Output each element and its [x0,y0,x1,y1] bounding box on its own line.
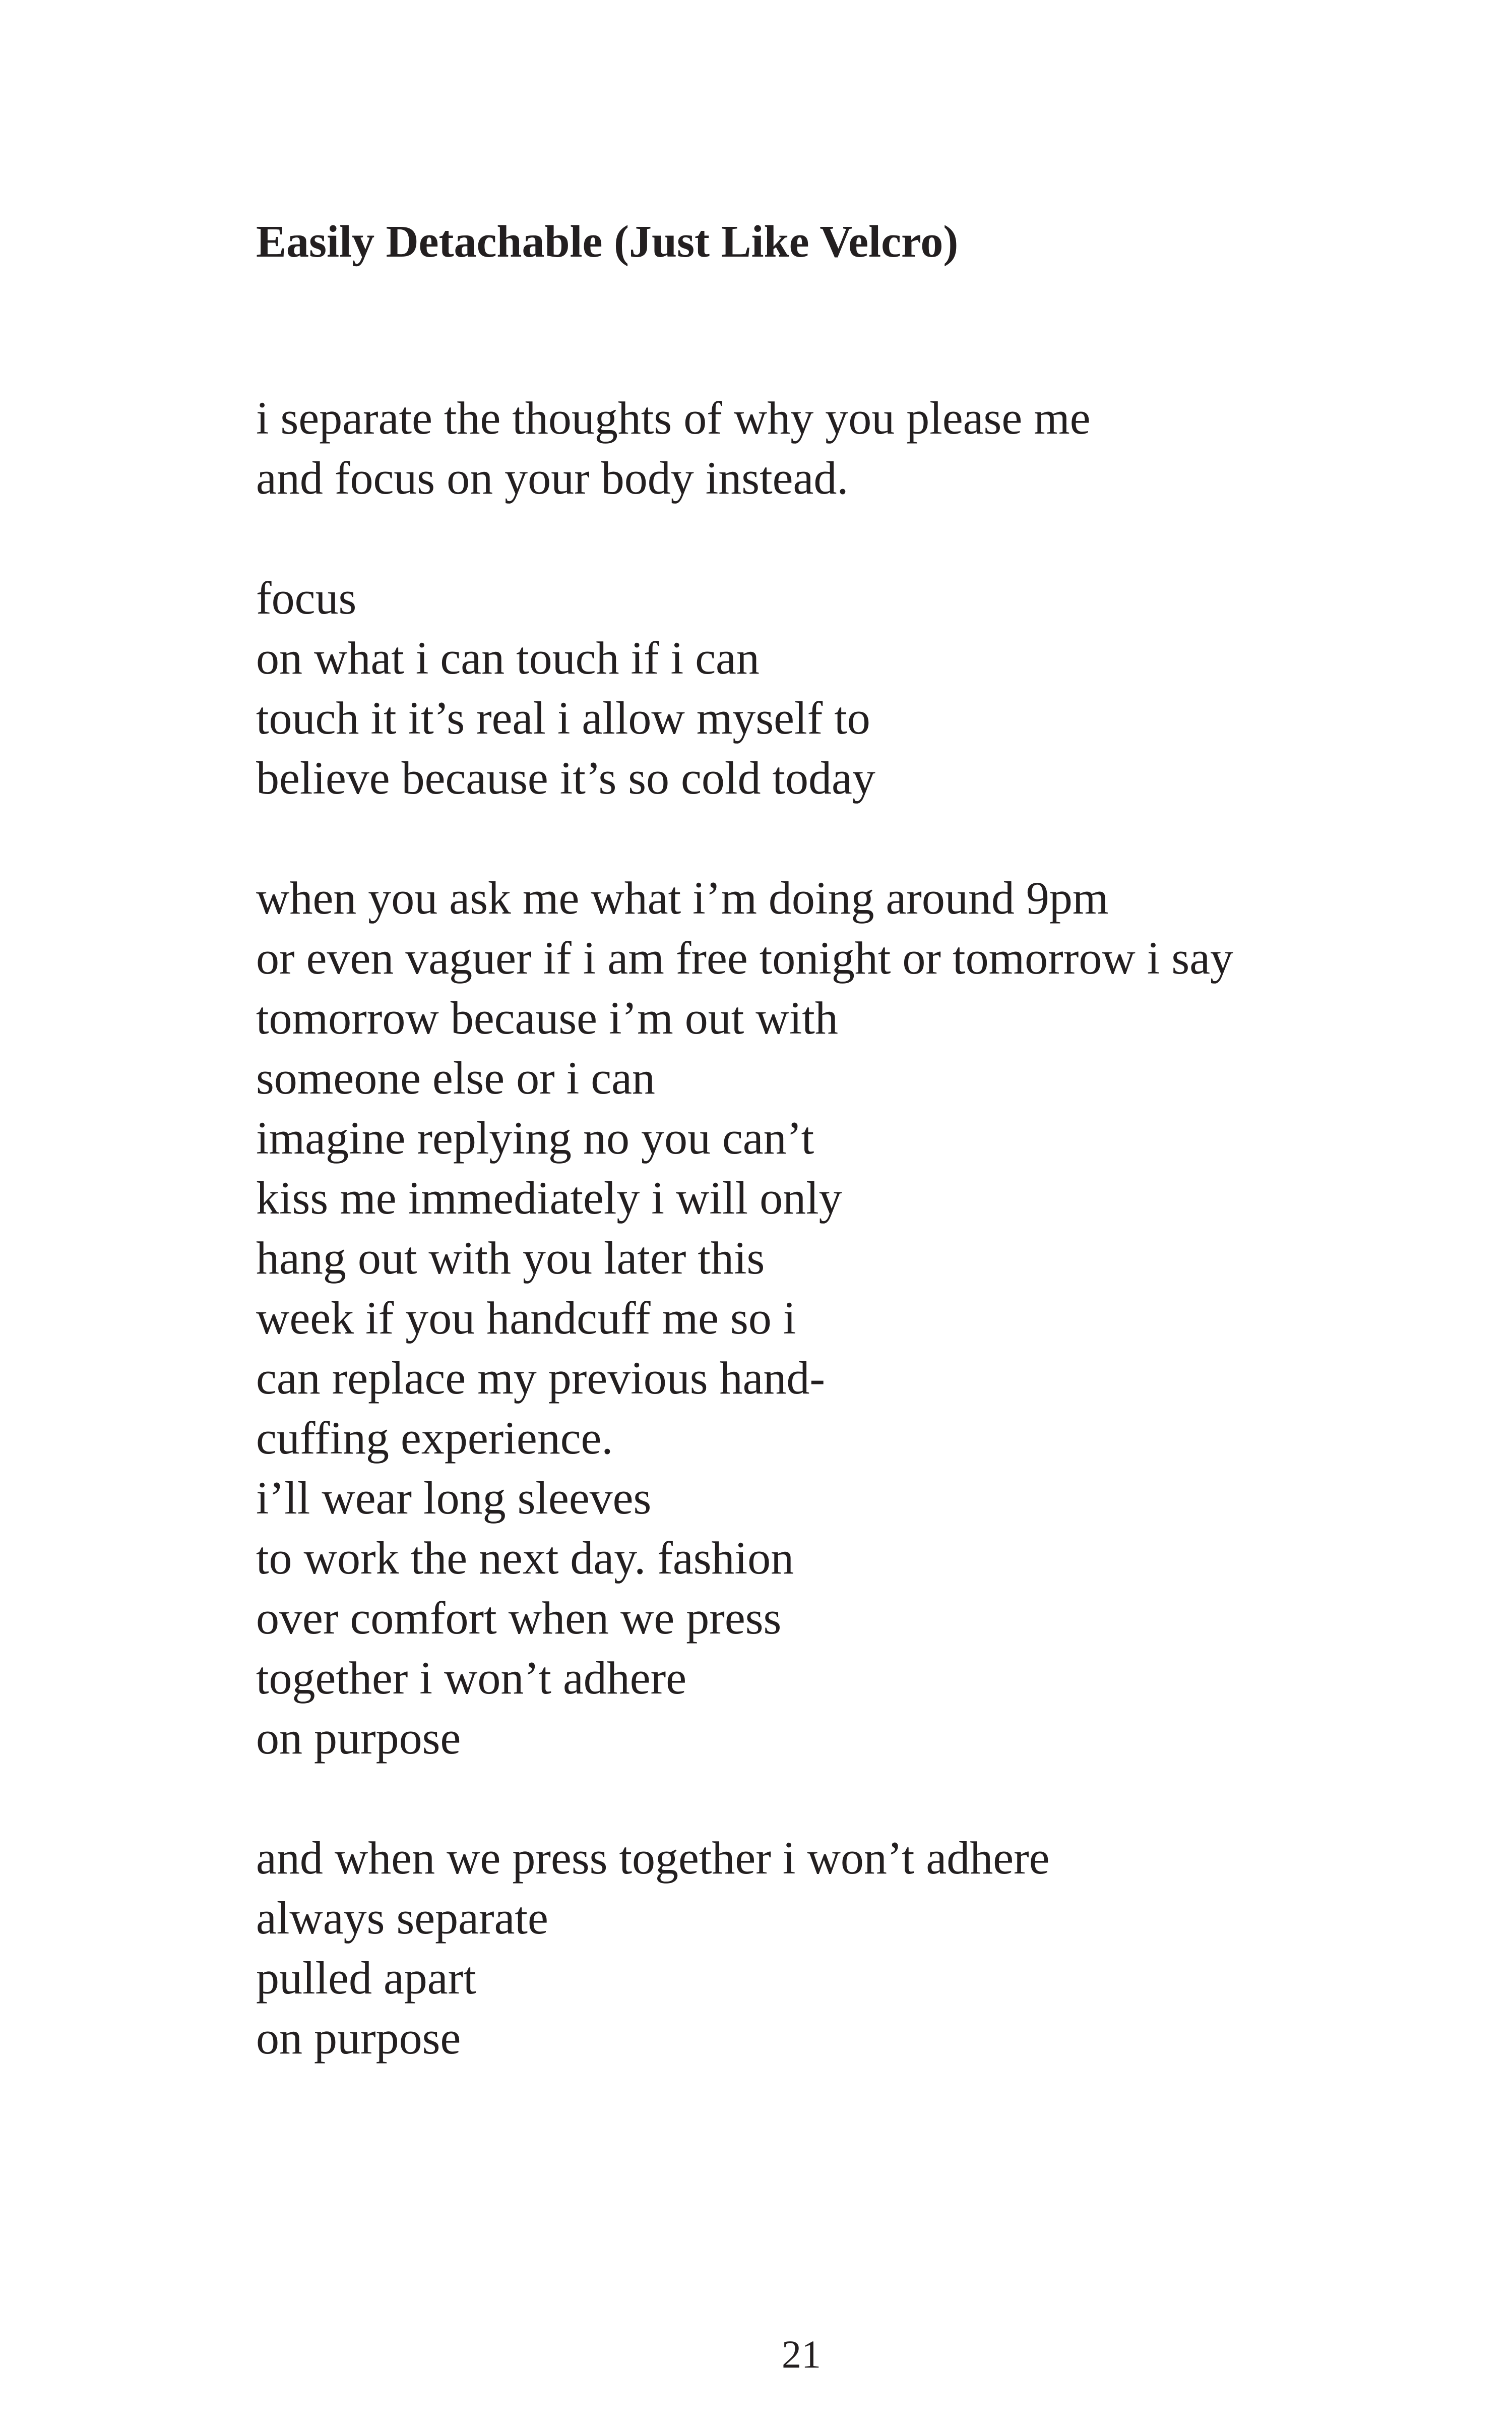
poem-line: can replace my previous hand- [256,1352,826,1404]
poem-line: kiss me immediately i will only [256,1172,842,1224]
poem-line: imagine replying no you can’t [256,1112,814,1164]
poem-line: week if you handcuff me so i [256,1292,796,1344]
poem-line: on purpose [256,2012,461,2064]
poem-line: touch it it’s real i allow myself to [256,692,870,744]
poem-line: and when we press together i won’t adhere [256,1832,1050,1884]
stanza-1 [256,388,1365,508]
stanza-3 [256,868,1365,1768]
poem-line: focus [256,572,357,624]
poem-line: always separate [256,1892,548,1944]
poem-line: someone else or i can [256,1052,655,1104]
poem-line: together i won’t adhere [256,1652,687,1704]
stanza-2 [256,568,1365,808]
poem-line: cuffing experience. [256,1412,613,1464]
poem-title: Easily Detachable (Just Like Velcro) [256,217,959,267]
page-number: 21 [782,2332,821,2376]
poem-line: hang out with you later this [256,1232,765,1284]
poem-line: on purpose [256,1712,461,1764]
stanza-4 [256,1828,1365,2068]
poem-line: pulled apart [256,1952,476,2004]
poem-line: on what i can touch if i can [256,632,760,684]
poem-line: to work the next day. fashion [256,1532,794,1584]
poem-line: or even vaguer if i am free tonight or tomorrow i say [256,932,1234,984]
poem-line: and focus on your body instead. [256,452,849,504]
poem-line: when you ask me what i’m doing around 9pm [256,872,1109,924]
poem-line: over comfort when we press [256,1592,782,1644]
poem-line: i separate the thoughts of why you please me [256,392,1091,444]
poem-line: tomorrow because i’m out with [256,992,838,1044]
poem-line: i’ll wear long sleeves [256,1472,652,1524]
poem-body [256,388,1365,2128]
poem-line: believe because it’s so cold today [256,752,875,804]
